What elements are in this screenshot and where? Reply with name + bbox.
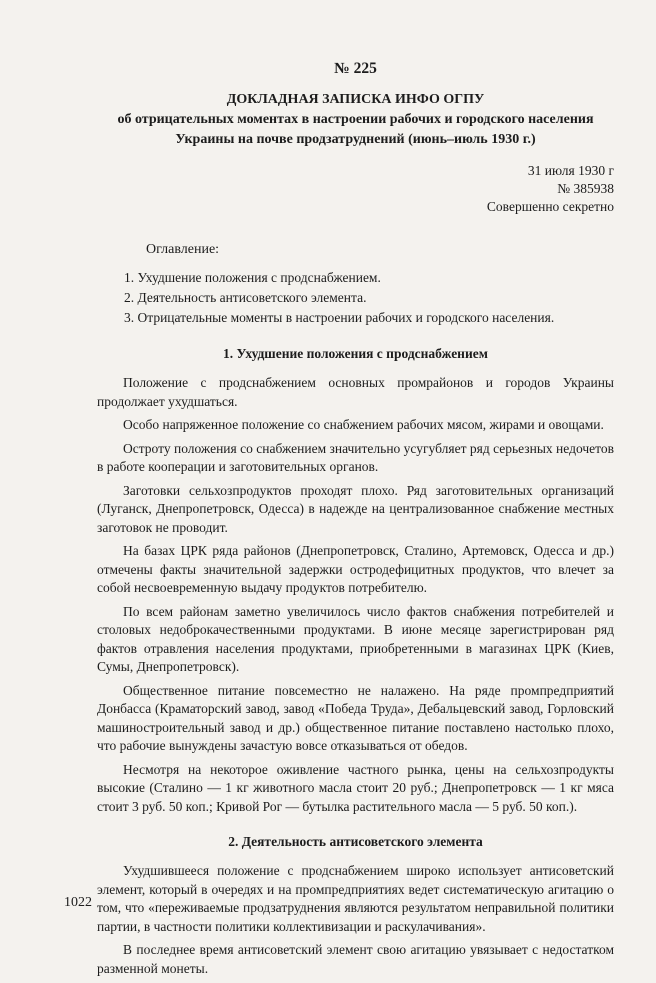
registration-number: № 385938	[557, 181, 614, 196]
paragraph: Заготовки сельхозпродуктов проходят плохо. Ряд заготовительных организаций (Луганск, Днепропетровск, Одесса) в надежде на централизованное снабжение местных заготовок не проводит.	[97, 482, 614, 535]
paragraph: Особо напряженное положение со снабжением рабочих мясом, жирами и овощами.	[123, 417, 604, 432]
document-title-line-2: об отрицательных моментах в настроении рабочих и городского населения	[117, 112, 594, 127]
paragraph: По всем районам заметно увеличилось число фактов снабжения потребителей и столовых недоброкачественными продуктами. В июне месяце зарегистрирован ряд фактов отравления населения продуктами, приобретенными в магазинах ЦРК (Киев, Сумы, Днепропетровск).	[97, 603, 614, 674]
paragraph: На базах ЦРК ряда районов (Днепропетровск, Сталино, Артемовск, Одесса и др.) отмечены факты значительной задержки остродефицитных продуктов, что влечет за собой несвоевременную выдачу продуктов потребителю.	[97, 543, 614, 595]
toc-item: 1. Ухудшение положения с продснабжением.	[124, 270, 381, 285]
document-number: № 225	[334, 60, 377, 77]
paragraph: Ухудшившееся положение с продснабжением широко использует антисоветский элемент, который в очередях и на промпредприятиях ведет систематическую агитацию о том, что «переживаемые продзатруднения являются результатом неправильной политики партии, в частности политики коллективизации и раскулачивания».	[97, 863, 614, 934]
paragraph: Несмотря на некоторое оживление частного рынка, цены на сельхозпродукты высокие (Сталино — 1 кг животного масла стоит 20 руб.; Днепропетровск — 1 кг мяса стоит 3 руб. 50 коп.; Кривой Рог — бутылка растительного масла — 5 руб. 50 коп.).	[97, 761, 614, 814]
paragraph: В последнее время антисоветский элемент свою агитацию увязывает с недостатком разменной монеты.	[97, 942, 614, 976]
document-date: 31 июля 1930 г	[527, 163, 614, 178]
secrecy-stamp: Совершенно секретно	[486, 199, 614, 214]
toc-title: Оглавление:	[146, 242, 220, 257]
document-title-line-3: Украины на почве продзатруднений (июнь–июль 1930 г.)	[175, 132, 536, 147]
section-2-heading: 2. Деятельность антисоветского элемента	[228, 834, 483, 849]
text-column	[97, 60, 614, 983]
paragraph: Остроту положения со снабжением значительно усугубляет ряд серьезных недочетов в работе кооперации и заготовительных органов.	[97, 440, 614, 474]
document-meta	[97, 162, 614, 216]
paragraph: Положение с продснабжением основных промрайонов и городов Украины продолжает ухудшаться.	[97, 375, 614, 409]
section-1-heading: 1. Ухудшение положения с продснабжением	[223, 346, 488, 361]
document-title-line-1: ДОКЛАДНАЯ ЗАПИСКА ИНФО ОГПУ	[226, 92, 485, 107]
toc-item: 2. Деятельность антисоветского элемента.	[124, 290, 367, 305]
table-of-contents	[124, 268, 614, 328]
toc-item: 3. Отрицательные моменты в настроении рабочих и городского населения.	[124, 310, 555, 325]
paragraph: Общественное питание повсеместно не налажено. На ряде промпредприятий Донбасса (Краматорский завод, завод «Победа Труда», Дебальцевский завод, Горловский машиностроительный завод и др.) общественное питание поставлено настолько плохо, что рабочие вынуждены зачастую вовсе отказываться от обедов.	[97, 682, 614, 753]
page-number: 1022	[64, 895, 92, 910]
